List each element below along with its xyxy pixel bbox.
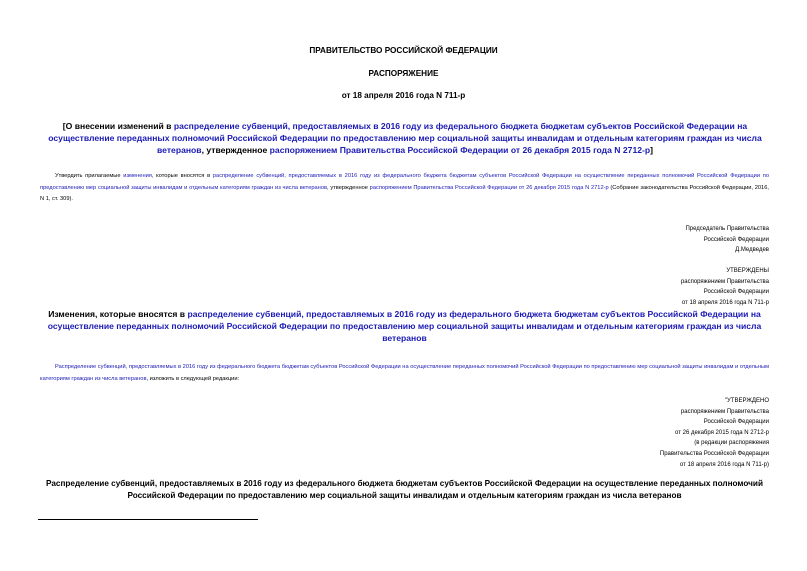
approval-stamp-revised: [660, 396, 769, 470]
body-link-changes[interactable]: изменения: [123, 173, 152, 179]
changes-paragraph: [40, 362, 769, 385]
signature-line: Председатель Правительства: [685, 226, 769, 232]
approval-line: Российской Федерации: [703, 289, 769, 296]
changes-heading-link[interactable]: распределение субвенций, предоставляемых в 2016 году из федерального бюджета бюджетам субъектов Российской Федерации на осуществление переданных полномочий Российской Федерации по предоставлению мер социальной защиты инвалидам и отдельным категориям граждан из числа ветеранов: [47, 309, 762, 343]
signature-block: [685, 224, 769, 256]
title-link-order-2712[interactable]: распоряжением Правительства Российской Федерации от 26 декабря 2015 года N 2712-р: [269, 145, 651, 155]
approval-line: Правительства Российской Федерации: [659, 450, 769, 457]
approval-line: Российской Федерации: [703, 419, 769, 426]
body-link-distribution[interactable]: распределение субвенций, предоставляемых в 2016 году из федерального бюджета бюджетам субъектов Российской Федерации на осуществление переданных полномочий Российской Федерации по предоставлению мер социальной защиты инвалидам и отдельным категориям граждан из числа ветеранов: [40, 173, 769, 191]
title-link-distribution[interactable]: распределение субвенций, предоставляемых в 2016 году из федерального бюджета бюджетам субъектов Российской Федерации на осуществление переданных полномочий Российской Федерации по предоставлению мер социальной защиты инвалидам и отдельным категориям граждан из числа ветеранов: [48, 121, 762, 155]
document-date-number: от 18 апреля 2016 года N 711-р: [341, 91, 466, 100]
distribution-heading: Распределение субвенций, предоставляемых в 2016 году из федерального бюджета бюджетам субъектов Российской Федерации на осуществление переданных полномочий Российской Федерации по предоставлению мер социальной защиты инвалидам и отдельным категориям граждан из числа ветеранов: [45, 479, 763, 500]
document-title: [42, 120, 768, 156]
approval-line: распоряжением Правительства: [680, 408, 769, 415]
title-mid: , утвержденное: [201, 145, 270, 155]
approval-line: распоряжением Правительства: [680, 278, 769, 285]
signature-line: Российской Федерации: [703, 236, 769, 243]
approval-line: от 18 апреля 2016 года N 711-р): [679, 461, 769, 468]
changes-body-link[interactable]: Распределение субвенций, предоставляемых в 2016 году из федерального бюджета бюджетам субъектов Российской Федерации на осуществление переданных полномочий Российской Федерации по предоставлению мер социальной защиты инвалидам и отдельным категориям граждан из числа ветеранов: [40, 364, 769, 382]
body-text-4: (Собрание законодательства Российской Федерации, 2016, N 1, ст. 309).: [40, 184, 769, 202]
document-type-heading: РАСПОРЯЖЕНИЕ: [368, 69, 439, 78]
title-close: ]: [650, 145, 653, 155]
changes-body-rest: , изложить в следующей редакции:: [146, 375, 240, 382]
body-text-2: , которые вносятся в: [151, 173, 213, 179]
approval-line: УТВЕРЖДЕНЫ: [726, 268, 769, 274]
changes-heading: [40, 308, 769, 344]
body-text-1: Утвердить прилагаемые: [55, 173, 124, 179]
title-open: [О внесении изменений в: [62, 121, 174, 131]
body-text-3: , утвержденное: [327, 184, 370, 191]
footnote-divider: [38, 519, 258, 520]
government-heading: ПРАВИТЕЛЬСТВО РОССИЙСКОЙ ФЕДЕРАЦИИ: [309, 46, 498, 55]
approval-line: (в редакции распоряжения: [694, 440, 769, 447]
body-link-order-2712[interactable]: распоряжением Правительства Российской Федерации от 26 декабря 2015 года N 2712-р: [369, 184, 609, 191]
approval-stamp: [681, 266, 769, 308]
order-body-paragraph: [40, 171, 769, 206]
changes-heading-prefix: Изменения, которые вносятся в: [48, 309, 188, 319]
signature-line: Д.Медведев: [735, 247, 769, 254]
approval-line: от 18 апреля 2016 года N 711-р: [681, 299, 769, 306]
approval-line: от 26 декабря 2015 года N 2712-р: [675, 429, 769, 436]
approval-line: "УТВЕРЖДЕНО: [724, 398, 769, 404]
